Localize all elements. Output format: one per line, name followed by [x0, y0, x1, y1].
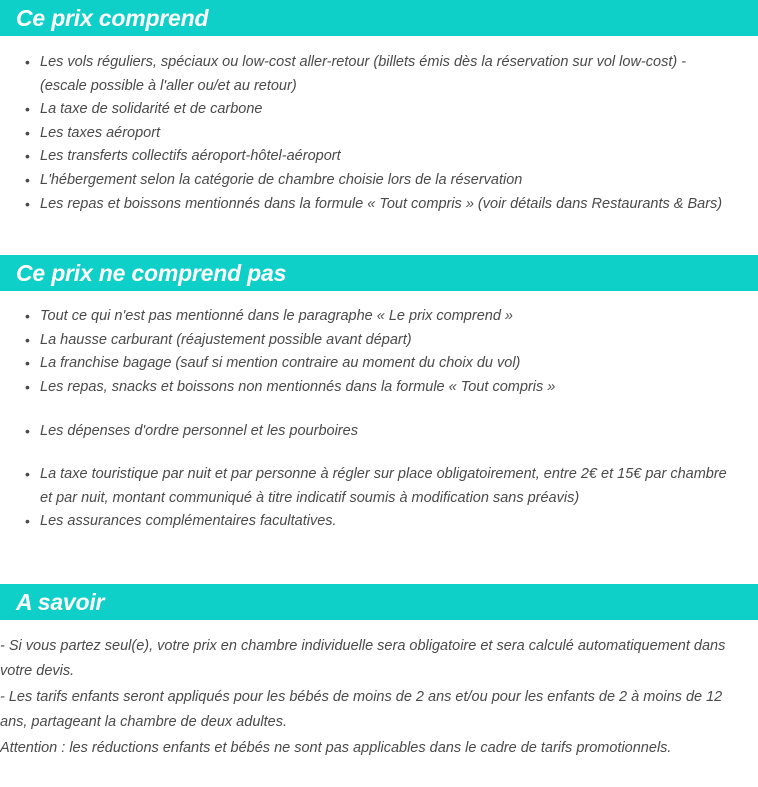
list-item: • La taxe de solidarité et de carbone: [0, 98, 758, 122]
list-item: • Les assurances complémentaires facultatives.: [0, 510, 758, 534]
list-item: • Les dépenses d'ordre personnel et les pourboires: [0, 420, 758, 444]
note-paragraph: - Si vous partez seul(e), votre prix en chambre individuelle sera obligatoire et sera calculé automatiquement dans votre devis.: [0, 637, 726, 680]
list-item: • Les taxes aéroport: [0, 122, 758, 146]
section-spacer: [0, 534, 758, 584]
list-item: • Les repas et boissons mentionnés dans la formule « Tout compris » (voir détails dans Restaurants & Bars): [0, 193, 758, 217]
list-item: • La franchise bagage (sauf si mention contraire au moment du choix du vol): [0, 352, 758, 376]
section-header-ce-prix-ne-comprend-pas: Ce prix ne comprend pas: [0, 255, 758, 291]
list-item: • Les transferts collectifs aéroport-hôtel-aéroport: [0, 145, 758, 169]
list-item: • La taxe touristique par nuit et par personne à régler sur place obligatoirement, entre 2€ et 15€ par chambre et par nuit, montant communiqué à titre indicatif soumis à modification sans préavis): [0, 463, 758, 510]
list-item: • La hausse carburant (réajustement possible avant départ): [0, 329, 758, 353]
list-item: • Les repas, snacks et boissons non mentionnés dans la formule « Tout compris »: [0, 376, 758, 400]
note-paragraph: Attention : les réductions enfants et bébés ne sont pas applicables dans le cadre de tarifs promotionnels.: [0, 739, 672, 756]
section-header-ce-prix-comprend: Ce prix comprend: [0, 0, 758, 36]
excluded-list: [0, 305, 758, 534]
included-list: [0, 51, 758, 216]
list-item: • Tout ce qui n'est pas mentionné dans le paragraphe « Le prix comprend »: [0, 305, 758, 329]
section-header-a-savoir: A savoir: [0, 584, 758, 620]
section-spacer: [0, 216, 758, 255]
list-item: • L'hébergement selon la catégorie de chambre choisie lors de la réservation: [0, 169, 758, 193]
good-to-know-notes: [0, 634, 758, 762]
note-paragraph: - Les tarifs enfants seront appliqués pour les bébés de moins de 2 ans et/ou pour les enfants de 2 à moins de 12 ans, partageant la chambre de deux adultes.: [0, 688, 723, 731]
list-item: • Les vols réguliers, spéciaux ou low-cost aller-retour (billets émis dès la réservation sur vol low-cost) - (escale possible à l'aller ou/et au retour): [0, 51, 758, 98]
